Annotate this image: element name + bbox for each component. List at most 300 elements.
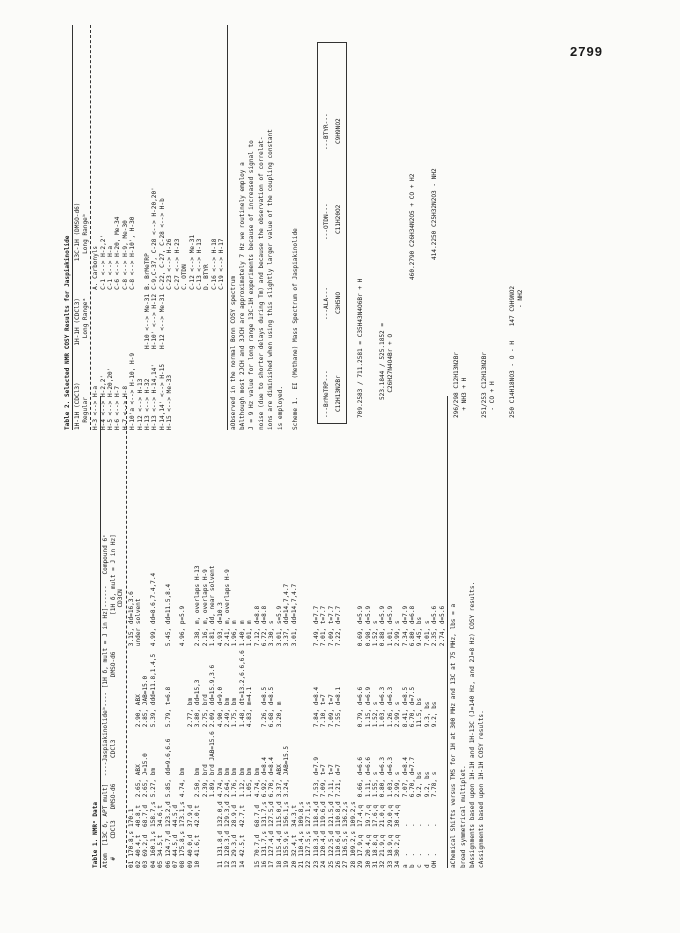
table-row [203, 183, 210, 430]
table-cell: a [401, 864, 409, 868]
table-row [276, 561, 283, 868]
table-cell [157, 646, 164, 727]
table-row [298, 561, 305, 868]
table-row [431, 561, 438, 868]
table-row [142, 561, 149, 868]
table-cell: 18 [275, 860, 283, 868]
table-cell: 132.0,d [216, 801, 224, 827]
table-cell: 6.92, d=8.4 [260, 756, 268, 798]
table-row [217, 561, 224, 868]
table-cell: 17.4,q [357, 804, 365, 827]
table-cell: 7.09, t=7.7 [327, 605, 335, 647]
table-cell: 6.72, d=8.8 [260, 605, 268, 647]
table-cell: 3.01, s=5.9 [275, 605, 283, 647]
table-cell: 110.6,d [335, 830, 342, 857]
table-cell: 09 [186, 860, 194, 868]
table-cell: 110.8,d [335, 801, 342, 827]
table-cell: 2.35, d=5.6 [431, 605, 439, 647]
header-line: 1H-1H (CDCl3) 1H-1H (CDCl3) 13C-1H (DMSO-d6) [74, 202, 82, 430]
table-cell: 29 [357, 860, 365, 868]
table-cell: H-10' <--> H-12 [151, 293, 159, 349]
table-cell: 131.7,s [260, 801, 268, 827]
scheme-segment: ---BTYR--- [323, 113, 331, 150]
table-cell [283, 646, 290, 727]
table-cell: 7.12, d=8.8 [253, 605, 261, 647]
table-cell: 15 [253, 860, 261, 868]
table-cell: 4.96, p=5.9 [179, 605, 187, 647]
table-cell [107, 290, 114, 349]
table-cell: 2.41, m, overlaps H-9 [223, 569, 231, 647]
table-cell: 29.3,d [231, 834, 239, 857]
table-cell: C. OTDN [181, 264, 189, 290]
table-cell: 7.21, d=7 [335, 764, 342, 798]
table-row [194, 561, 201, 868]
table-cell [174, 349, 181, 430]
table-cell: 44.5,d [172, 834, 180, 857]
table-cell: 7.53, d=7.9 [312, 756, 320, 798]
footnote: ions are diminished when using this slightly larger value of the coupling constant [267, 129, 275, 430]
header-line: Atom [13C δ, APT mult] ----Jaspiakinolideᵇ---- [1H δ, mult = J in Hz]------ Compound 6ᶜ [102, 534, 110, 868]
table-cell: H-6 <--> H-7 [114, 385, 122, 430]
table-cell: 119.6,d [320, 801, 328, 827]
table-cell: 6.70, d=7.5 [409, 686, 417, 728]
table-cell [100, 290, 107, 349]
table-cell: 6.68, d=8.5 [268, 686, 276, 728]
table-cell [157, 727, 164, 797]
table-cell: 2.85, JAB=15.0 [142, 675, 150, 728]
table-2-header [74, 25, 89, 430]
scheme-formula: C11H20O2 [335, 204, 343, 234]
scheme-line: - NH2 [517, 289, 525, 418]
table-row [357, 561, 364, 868]
table-cell: 1.12, bm [238, 767, 246, 798]
table-row [129, 183, 136, 430]
table-cell: B. BrMeTRP [144, 253, 152, 290]
table-cell: 4.74, bm [216, 767, 224, 798]
table-cell [181, 290, 188, 349]
table-cell [189, 290, 196, 349]
table-cell: 34.6,t [157, 804, 165, 827]
table-cell: 1.89, brd JAB=15.6 [209, 731, 217, 798]
table-1 [92, 396, 486, 868]
table-cell: 118.3,d [312, 830, 320, 857]
table-cell: 1.11, d=6.6 [364, 756, 372, 798]
table-cell: 34.3,t [290, 804, 298, 827]
table-row [144, 183, 151, 430]
scheme-segment: ---BrMeTRP--- [323, 370, 331, 418]
table-cell [305, 727, 312, 797]
table-row [157, 561, 164, 868]
table-cell: 2.65, ABX [135, 764, 143, 798]
table-cell: 2.64, bm [223, 767, 231, 798]
table-cell: 6.70, d=7.7 [409, 756, 417, 798]
table-cell [439, 797, 446, 827]
scheme-line: 523.1844 / 525.1852 = [379, 322, 387, 400]
table-row [350, 561, 357, 868]
table-cell: 33 [386, 860, 394, 868]
table-cell [202, 827, 209, 857]
table-cell [342, 561, 349, 646]
table-cell: 3.20, m [275, 701, 283, 728]
scheme-line: 296/298 C12H13N2Br [453, 351, 461, 418]
table-cell [246, 827, 253, 857]
table-cell: 5.85, dd=9.6,6.6 [164, 738, 172, 798]
table-cell [187, 561, 194, 646]
table-cell: 7.84, d=8.4 [312, 686, 320, 728]
table-cell [203, 349, 210, 430]
table-cell: 1.01, m [246, 620, 254, 647]
table-row [394, 561, 401, 868]
table-2-body [92, 183, 225, 430]
table-cell: 2.77, bm [186, 697, 194, 728]
table-row [159, 183, 166, 430]
table-cell: 158.7,s [149, 801, 157, 827]
scheme-line: 709.2583 / 711.2581 = C35H43N4O6Br + H [357, 278, 365, 418]
table-row [283, 561, 290, 868]
table-cell [196, 349, 203, 430]
table-cell: 2.90, ABX [135, 694, 143, 728]
table-cell: 2.99, s [394, 771, 402, 798]
table-cell: 14 [238, 860, 246, 868]
table-row [181, 183, 188, 430]
table-cell: H-14,14' <--> H-15 [158, 363, 166, 430]
table-cell: C-16 <--> H-18 [210, 238, 218, 290]
table-cell: 23 [312, 860, 320, 868]
table-cell: 129.3,d [223, 801, 231, 827]
table-cell [209, 827, 216, 857]
table-cell: 3.24, JAB=15.5 [283, 745, 291, 798]
table-cell: 42.7,t [238, 804, 246, 827]
table-row [107, 183, 114, 430]
table-cell: 0.66, d=6.6 [357, 756, 365, 798]
table-cell: 01 [127, 860, 135, 868]
table-cell [246, 797, 253, 827]
table-cell: 30.2,q [394, 834, 402, 857]
table-cell: 2.49, bm [223, 697, 231, 728]
scheme-line: + NH3 + H [461, 377, 469, 418]
table-cell: 1.03, d=6.3 [379, 686, 387, 728]
table-cell [181, 349, 188, 430]
table-cell: 0.79, d=6.6 [357, 686, 365, 728]
table-cell: 3.01, dd=14,7,4.7 [290, 583, 298, 647]
table-cell: 1.01, d=5.9 [386, 605, 394, 647]
table-cell: 26 [335, 860, 342, 868]
table-cell: 44.5,d [172, 804, 180, 827]
table-cell [137, 290, 144, 349]
table-cell: . [431, 823, 439, 827]
table-cell: 109.2,s [349, 801, 357, 827]
table-cell [298, 727, 305, 797]
table-cell: 08 [179, 860, 187, 868]
table-row [305, 561, 312, 868]
table-cell [439, 646, 446, 727]
table-cell: 11 [216, 860, 224, 868]
table-cell: 70.7,d [253, 834, 261, 857]
divider [447, 396, 448, 868]
scheme-line: 251/253 C12H13N2Br [481, 351, 489, 418]
table-row [224, 561, 231, 868]
table-cell: 136.2,s [342, 801, 350, 827]
table-cell: 1.76, bm [231, 767, 239, 798]
table-cell: 4.90, d=9.0 [216, 686, 224, 728]
table-cell: 17 [268, 860, 276, 868]
table-cell: d [423, 864, 431, 868]
scheme-line: C26H27N4O4Br + O [387, 333, 395, 400]
table-cell: C-19 <--> H-17 [218, 238, 226, 290]
table-cell: 30.4,q [394, 804, 402, 827]
table-cell: 17.6,q [372, 804, 380, 827]
table-cell: 68.7,d [253, 804, 261, 827]
table-cell: A. Carbonyls [92, 245, 100, 290]
table-row [372, 561, 379, 868]
table-cell: 37.9,d [186, 804, 194, 827]
table-row [268, 561, 275, 868]
table-cell: . [423, 852, 431, 857]
scheme-formula: C12H13N2Br [335, 375, 343, 412]
table-row [150, 561, 157, 868]
table-cell: 2.39, brd [201, 764, 209, 798]
table-cell: . [409, 823, 417, 827]
table-cell [196, 290, 203, 349]
table-cell [342, 646, 349, 727]
table-cell: 118.4,d [312, 801, 320, 827]
table-cell: C-22, C-27, C-28 <--> H-b [158, 198, 166, 290]
table-cell: 22 [305, 860, 313, 868]
table-cell: 28 [349, 860, 357, 868]
table-cell [305, 646, 312, 727]
table-cell: . [401, 823, 409, 827]
table-cell: 0.88, d=5.9 [379, 605, 387, 647]
table-cell: 6.70, d=8.4 [268, 756, 276, 798]
table-row [231, 561, 238, 868]
table-cell: 7.09, t=7 [320, 764, 328, 798]
table-2-footnotes [230, 25, 284, 430]
table-cell: 2.50, bm [194, 767, 202, 798]
header-line: # CDCl3 DMSO-d6 CDCl3 DMSO-d6 [1H δ, mult = J in Hz] [109, 534, 117, 868]
page-number: 2799 [570, 44, 603, 59]
table-cell: b [409, 864, 417, 868]
table-cell: 0.80, d=6.3 [379, 756, 387, 798]
table-cell [209, 857, 216, 868]
table-cell: 34 [394, 860, 402, 868]
table-cell: H-3 <--> H-a [92, 385, 100, 430]
table-cell: 2.16, m, overlaps H-9 [201, 569, 209, 647]
table-cell: C-8 <--> H-9, Me-30 [121, 220, 129, 290]
scheme-1-title: Scheme 1. EI (Methane) Mass Spectrum of Jaspiakinolide [291, 228, 299, 430]
table-row [291, 561, 298, 868]
table-cell: 27 [342, 860, 350, 868]
table-cell: 42.0,t [194, 804, 202, 827]
table-cell: 0.98, d=5.9 [364, 605, 372, 647]
table-cell: 122.5,d [327, 830, 335, 857]
table-row [189, 183, 196, 430]
table-cell: 06 [164, 860, 172, 868]
table-row [135, 561, 142, 868]
table-cell: 4.83, m=4.1 [246, 686, 254, 728]
table-cell: 7.11, t=7 [327, 764, 335, 798]
table-cell: 127.4,d [268, 830, 276, 857]
table-cell: C-1 <--> H-2,2' [99, 234, 107, 290]
table-cell: C-12 <--> Me-31 [188, 234, 196, 290]
scheme-line: 460.2790 C26H34N2O5 + CO + H2 [409, 173, 417, 280]
table-cell: 7.22, d=7.7 [335, 605, 342, 647]
table-row [137, 183, 144, 430]
table-row [218, 183, 225, 430]
table-cell: 2.65, J=15.0 [142, 753, 150, 798]
table-row [239, 561, 246, 868]
table-cell: . [423, 823, 431, 827]
table-row [402, 561, 409, 868]
footnote: broad symmetrical multiplet. [459, 765, 467, 868]
table-cell: under solvent [135, 598, 143, 647]
table-cell [209, 797, 216, 827]
table-cell: 31 [372, 860, 380, 868]
table-cell: 21.0,q [379, 804, 387, 827]
table-cell: 1.15, d=6.9 [364, 686, 372, 728]
table-cell: 109.2,s [349, 830, 357, 857]
table-cell [122, 290, 129, 349]
table-cell: 131.7,s [260, 830, 268, 857]
table-cell: 02 [135, 860, 143, 868]
table-cell: 8.41, d=8.5 [401, 686, 409, 728]
table-cell: 9.2, bs [423, 771, 431, 798]
scheme-formula: C3H5NO [335, 291, 343, 314]
table-cell: 21.9,q [379, 834, 387, 857]
table-cell: 9.2, bs [431, 701, 439, 728]
table-cell [114, 290, 121, 349]
table-row [261, 561, 268, 868]
table-cell: 3.15, dd=16,3.6 [127, 591, 135, 647]
table-cell [187, 727, 194, 797]
table-cell: 115.0,d [275, 801, 283, 827]
table-cell: 3.80, dd=15,3 [194, 679, 202, 728]
table-row [100, 183, 107, 430]
table-row [196, 183, 203, 430]
table-cell [254, 646, 261, 727]
table-cell [218, 290, 225, 349]
table-cell: 110.4,s [297, 830, 305, 857]
table-cell: 175.8,s [179, 830, 187, 857]
divider [72, 25, 73, 430]
table-cell [305, 561, 312, 646]
table-cell [92, 290, 99, 349]
table-row [166, 183, 173, 430]
table-row [342, 561, 349, 868]
table-cell: D. BTYR [203, 264, 211, 290]
table-cell: . [401, 852, 409, 857]
table-row [387, 561, 394, 868]
table-cell: 1.05, bm [246, 767, 254, 798]
table-cell: 9.2, bs [416, 771, 424, 798]
footnote: aObserved in the normal Bonn COSY spectrum [229, 275, 237, 430]
table-cell: 7.10, t=7 [320, 694, 328, 728]
table-cell: C-1 <--> H-a [107, 245, 115, 290]
table-cell: C-9,C-37, C-28 <--> H-20,20' [151, 187, 159, 290]
table-cell: 2.99, s [394, 701, 402, 728]
table-cell: H-13 <--> H-14,14' [151, 363, 159, 430]
table-cell: 40.8,t [135, 804, 143, 827]
table-cell: . [431, 852, 439, 857]
table-cell: 03 [142, 860, 150, 868]
table-cell: 40.4,t [135, 834, 143, 857]
table-cell: 7.49, d=7.7 [312, 605, 320, 647]
table-cell: 11.5, bs [416, 697, 424, 728]
scheme-1-diagram [305, 25, 545, 430]
table-cell: C-13 <--> H-13 [195, 238, 203, 290]
table-cell: H-15 <--> Me-33 [166, 374, 174, 430]
table-cell: 131.8,d [216, 830, 224, 857]
table-row [416, 561, 423, 868]
table-row [202, 561, 209, 868]
table-row [128, 561, 135, 868]
table-cell: 127.1,s [305, 801, 313, 827]
table-cell: 155.9,s [283, 830, 291, 857]
table-cell [291, 727, 298, 797]
table-row [122, 183, 129, 430]
footnote: bAlthough most 2JCH and 3JCH are approximately 7 Hz we routinely employ a [238, 162, 246, 430]
scheme-segment: ---OTDN--- [323, 203, 331, 240]
table-cell: 2.99, s [394, 620, 402, 647]
table-cell [129, 290, 136, 349]
table-cell [202, 857, 209, 868]
table-cell: 3.37, dd=14,7,4.7 [283, 583, 291, 647]
table-cell: 32.4,t [290, 834, 298, 857]
table-cell: 156.1,s [283, 801, 291, 827]
table-row [165, 561, 172, 868]
table-cell: 04 [149, 860, 157, 868]
table-cell [342, 727, 349, 797]
table-cell: H-4 <--> H-2,2' [99, 374, 107, 430]
table-cell: 115.4,d [275, 830, 283, 857]
table-row [187, 561, 194, 868]
table-row [439, 561, 446, 868]
table-cell [203, 290, 210, 349]
table-cell: 7.09, t=7 [327, 694, 335, 728]
table-cell [172, 727, 179, 797]
header-line: CD3CN [117, 589, 125, 868]
table-cell [172, 561, 179, 646]
table-cell [218, 349, 225, 430]
table-cell: . [416, 852, 424, 857]
table-cell: 7.78, s [431, 771, 439, 798]
table-cell [128, 727, 135, 797]
table-cell [291, 646, 298, 727]
table-cell: 4.99, dd=8.6,7.4,7.4 [149, 572, 157, 647]
table-row [172, 561, 179, 868]
table-row [114, 183, 121, 430]
table-cell: 1.96, m [231, 620, 239, 647]
table-2 [64, 25, 545, 430]
table-cell [142, 561, 149, 646]
table-cell: 127.5,d [268, 801, 276, 827]
table-cell: 5.45, dd=11.5,8.4 [164, 583, 172, 647]
table-cell: H-12 <--> Me-31 [158, 293, 166, 349]
table-cell [166, 290, 173, 349]
table-cell: 30 [364, 860, 372, 868]
table-cell: 7.01, t=7.7 [320, 605, 328, 647]
table-cell [246, 857, 253, 868]
table-cell [439, 857, 446, 868]
footnote: noise (due to shorter delays during Tm) and because the observation of correlat- [257, 136, 265, 430]
scheme-line: - CO + H [489, 381, 497, 418]
table-cell: 5.79, t=6.8 [164, 686, 172, 728]
table-cell: 2.38, m, overlaps H-13 [194, 565, 202, 647]
table-cell: 18.9,q [386, 834, 394, 857]
table-cell: . [409, 852, 417, 857]
scheme-line: 250 C14H18NO3 - O - H 147 C9H9NO2 [509, 285, 517, 418]
table-cell [157, 561, 164, 646]
table-row [92, 183, 99, 430]
